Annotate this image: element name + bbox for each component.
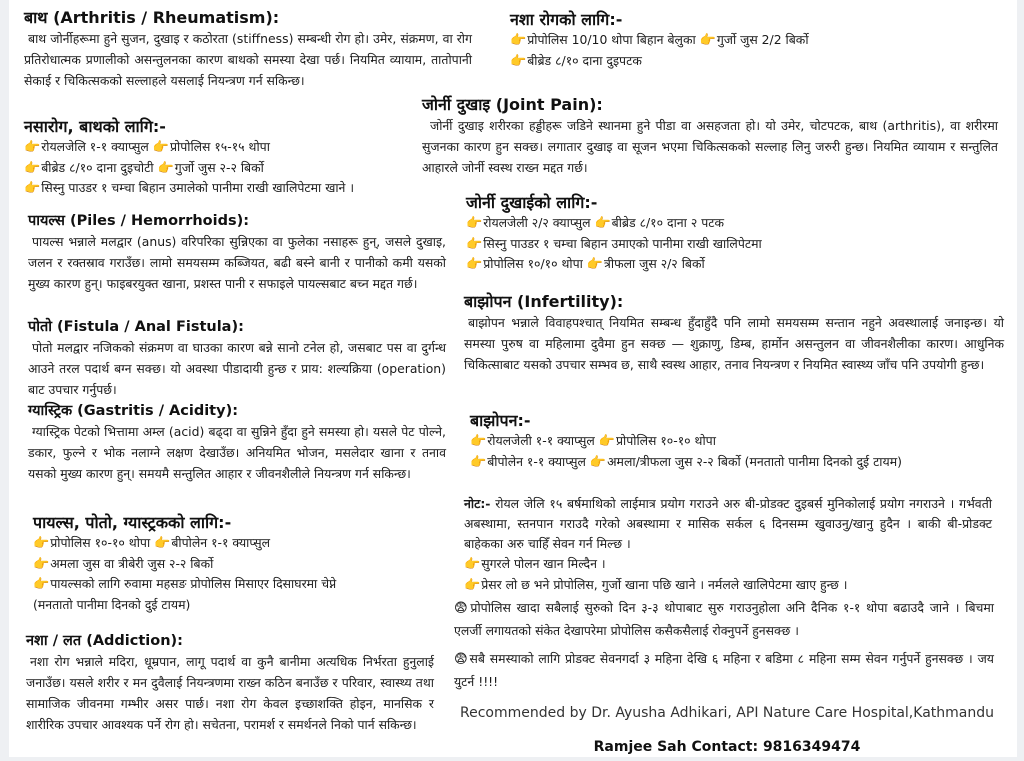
list-item: 👉रोयलजेली १-१ क्याप्सुल 👉प्रोपोलिस १०-१० थोपा: [470, 433, 716, 449]
pointing-hand-icon: 👉: [157, 160, 174, 176]
pointing-hand-icon: 👉: [589, 454, 607, 470]
list-item: 👉रोयलजेलि १-१ क्याप्सुल 👉प्रोपोलिस १५-१५ थोपा: [24, 139, 270, 155]
pointing-hand-icon: 👉: [470, 454, 487, 470]
list-item: 👉सिस्नु पाउडर १ चम्चा बिहान उमालेको पानीमा राखी खालिपेटमा खाने ।: [24, 180, 355, 196]
pointing-hand-icon: 👉: [464, 577, 481, 593]
pointing-hand-icon: 👉: [470, 434, 487, 449]
section-title: बाझोपन:-: [470, 411, 531, 430]
contact-info: Ramjee Sah Contact: 9816349474: [593, 739, 861, 755]
section-body: ग्यास्ट्रिक पेटको भित्तामा अम्ल (acid) बढ्दा वा सुन्निने हुँदा हुने समस्या हो। यसले पेट पोल्ने, डकार, फुल्ने र भोक नलाग्ने लक्षण देखाउँछ। अनियमित भोजन, मसलेदार खाना र तनाव यसको मुख्य कारण हुन्। समयमै सन्तुलित आहार र जीवनशैलीले नियन्त्रण गर्न सकिन्छ।: [28, 424, 446, 481]
section-title: पायल्स (Piles / Hemorrhoids):: [28, 213, 250, 229]
pointing-hand-icon: 👉: [464, 557, 481, 572]
bottom-border: [0, 757, 1024, 761]
section-title: नसारोग, बाथको लागि:-: [24, 117, 166, 136]
list-item: 👉पायल्सको लागि रुवामा महसङ प्रोपोलिस मिसाएर दिसाघरमा चेप्ने: [33, 576, 337, 592]
section-title: जोर्नी दुखाईको लागि:-: [466, 193, 598, 212]
section-body: नशा रोग भन्नाले मदिरा, धूम्रपान, लागू पदार्थ वा कुनै बानीमा अत्यधिक निर्भरता हुनुलाई जनाउँछ। यसले शरीर र मन दुवैलाई नियन्त्रणमा राख्न कठिन बनाउँछ र परिवार, स्वास्थ्य तथा सामाजिक जीवनमा गम्भीर असर पार्छ। नशा रोग केवल इच्छाशक्ति होइन, मानसिक र शारीरिक उपचार आवश्यक पर्ने रोग हो। सचेतना, परामर्श र समर्थनले निको पार्न सकिन्छ।: [26, 654, 434, 732]
section-title: पोतो (Fistula / Anal Fistula):: [28, 319, 244, 335]
section-digestive-remedy: [33, 513, 453, 614]
pointing-hand-icon: 👉: [586, 257, 604, 272]
recommended-by: Recommended by Dr. Ayusha Adhikari, API Nature Care Hospital,Kathmandu: [460, 705, 994, 721]
warning-duration: 😨सबै समस्याको लागि प्रोडक्ट सेवनगर्दा ३ महिना देखि ६ महिना र बडिमा ८ महिना सम्म सेवन गर्नुपर्ने हुनसक्छ । जय युटर्न !!!!: [454, 651, 994, 689]
note-body: रोयल जेलि १५ बर्षमाथिको लाईमात्र प्रयोग गराउने अरु बी-प्रोडक्ट दुइबर्स मुनिकोलाई प्रयोग नगराउने । गर्भवती अबस्थामा, स्तनपान गराउदै गरेको अबस्थामा र मासिक सर्कल ६ दिनसम्म खुवाउनु/खानु हुदैन । बाकी बी-प्रोडक्ट बाहेकका अरु चाहिँ सेवन गर्न मिल्छ ।: [464, 496, 992, 551]
pointing-hand-icon: 👉: [152, 140, 169, 155]
list-item: 👉रोयलजेली २/२ क्याप्सुल 👉बीब्रेड ८/१० दाना २ पटक: [466, 215, 725, 231]
list-item: 👉प्रेसर लो छ भने प्रोपोलिस, गुर्जो खाना पछि खाने । नर्मलले खालिपेटमा खाए हुन्छ ।: [464, 576, 848, 593]
pointing-hand-icon: 👉: [598, 434, 615, 449]
pointing-hand-icon: 👉: [699, 33, 716, 48]
list-item: 👉प्रोपोलिस १०-१० थोपा 👉बीपोलेन १-१ क्याप्सुल: [33, 535, 271, 551]
pointing-hand-icon: 👉: [33, 556, 50, 572]
section-joint-pain: [422, 95, 998, 178]
pointing-hand-icon: 👉: [466, 236, 483, 252]
pointing-hand-icon: 👉: [510, 33, 527, 48]
section-infertility: [464, 292, 1004, 375]
list-item: 👉बीपोलेन १-१ क्याप्सुल 👉अमला/त्रीफला जुस २-२ बिर्को (मनतातो पानीमा दिनको दुई टायम): [470, 453, 902, 470]
list-item: 👉प्रोपोलिस १०/१० थोपा 👉त्रीफला जुस २/२ बिर्को: [466, 256, 705, 272]
credit-line: [444, 704, 1010, 722]
pointing-hand-icon: 👉: [466, 257, 483, 272]
list-item: 👉सुगरले पोलन खान मिल्दैन ।: [464, 556, 606, 572]
worried-face-icon: 😨: [454, 652, 469, 667]
pointing-hand-icon: 👉: [466, 216, 483, 231]
right-scrollbar-track[interactable]: [1017, 0, 1024, 761]
pointing-hand-icon: 👉: [24, 181, 41, 196]
section-addiction-remedy: [510, 10, 930, 71]
section-body: पोतो मलद्वार नजिकको संक्रमण वा घाउका कारण बन्ने सानो टनेल हो, जसबाट पस वा दुर्गन्ध आउने तरल पदार्थ बग्न सक्छ। यो अवस्था पीडादायी हुन्छ र प्राय: शल्यक्रिया (operation) बाट उपचार गर्नुपर्छ।: [28, 340, 446, 397]
section-title: बाझोपन (Infertility):: [464, 292, 624, 311]
list-item: 👉बीब्रेड ८/१० दाना दुइचोटी 👉गुर्जो जुस २-२ बिर्को: [24, 159, 264, 176]
section-title: ग्यास्ट्रिक (Gastritis / Acidity):: [28, 403, 238, 419]
pointing-hand-icon: 👉: [24, 160, 41, 176]
section-note: [464, 494, 992, 595]
section-piles: [28, 211, 446, 294]
list-item: 👉प्रोपोलिस 10/10 थोपा बिहान बेलुका 👉गुर्जो जुस 2/2 बिर्को: [510, 32, 809, 48]
note-label: नोट:-: [464, 496, 491, 511]
list-item: 👉बीब्रेड ८/१० दाना दुइपटक: [510, 52, 642, 69]
section-body: जोर्नी दुखाइ शरीरका हड्डीहरू जडिने स्थानमा हुने पीडा वा असहजता हो। यो उमेर, चोटपटक, बाथ (arthritis), वा शरीरमा सुजनका कारण हुन सक्छ। लगातार दुखाइ वा सूजन भएमा चिकित्सकको सल्लाह लिनु जरुरी हुन्छ। नियमित व्यायाम र सन्तुलित आहारले जोर्नी स्वस्थ राख्न मद्दत गर्छ।: [422, 118, 998, 175]
pointing-hand-icon: 👉: [510, 53, 527, 69]
section-infertility-remedy: [470, 411, 1010, 472]
section-arthritis-remedy: [24, 117, 464, 199]
pointing-hand-icon: 👉: [33, 536, 50, 551]
list-item: 👉अमला जुस वा त्रीबेरी जुस २-२ बिर्को: [33, 555, 214, 572]
section-gastritis: [28, 401, 446, 484]
section-title: जोर्नी दुखाइ (Joint Pain):: [422, 95, 603, 114]
section-joint-remedy: [466, 193, 946, 275]
list-footer: (मनतातो पानीमा दिनको दुई टायम): [33, 596, 191, 612]
section-title: बाथ (Arthritis / Rheumatism):: [24, 8, 280, 27]
section-title: पायल्स, पोतो, ग्यास्ट्रकको लागि:-: [33, 513, 232, 532]
pointing-hand-icon: 👉: [154, 536, 171, 551]
list-item: 👉सिस्नु पाउडर १ चम्चा बिहान उमाएको पानीमा राखी खालिपेटमा: [466, 235, 762, 252]
left-border: [0, 0, 9, 761]
pointing-hand-icon: 👉: [24, 140, 41, 155]
section-title: नशा / लत (Addiction):: [26, 633, 183, 649]
pointing-hand-icon: 👉: [33, 577, 50, 592]
section-body: बाथ जोर्नीहरूमा हुने सुजन, दुखाइ र कठोरता (stiffness) सम्बन्धी रोग हो। उमेर, संक्रमण, वा रोग प्रतिरोधात्मक प्रणालीको असन्तुलनका कारण बाथको समस्या देखा पर्छ। नियमित व्यायाम, तातोपानी सेकाई र चिकित्सकको सल्लाहले यसलाई नियन्त्रण गर्न सकिन्छ।: [24, 31, 472, 88]
contact-line: [444, 738, 1010, 756]
section-body: बाझोपन भन्नाले विवाहपश्चात् नियमित सम्बन्ध हुँदाहुँदै पनि लामो समयसम्म सन्तान नहुने अवस्थालाई जनाइन्छ। यो समस्या पुरुष वा महिलामा दुवैमा हुन सक्छ — शुक्राणु, डिम्ब, हार्मोन असन्तुलन वा जीवनशैलीका कारण। आधुनिक चिकित्साबाट यसको उपचार सम्भव छ, साथै स्वस्थ आहार, तनाव नियन्त्रण र नियमित स्वास्थ्य जाँच पनि उपयोगी हुन्छ।: [464, 315, 1004, 372]
section-title: नशा रोगको लागि:-: [510, 10, 623, 29]
warning-propolis: 😨प्रोपोलिस खादा सबैलाई सुरुको दिन ३-३ थोपाबाट सुरु गराउनुहोला अनि दैनिक १-१ थोपा बढाउदै जाने । बिचमा एलर्जी लगायतको संकेत देखापरेमा प्रोपोलिस कसैकसैलाई रोक्नुपर्ने हुनसक्छ ।: [454, 600, 995, 638]
worried-face-icon: 😨: [454, 601, 470, 616]
section-addiction: [26, 631, 434, 735]
section-arthritis: [24, 8, 472, 91]
section-fistula: [28, 317, 446, 400]
section-body: पायल्स भन्नाले मलद्वार (anus) वरिपरिका सुन्निएका वा फुलेका नसाहरू हुन्, जसले दुखाइ, जलन र रक्तस्राव गराउँछ। लामो समयसम्म कब्जियत, बढी बस्ने बानी र पानीको कमी यसको मुख्य कारण हुन्। फाइबरयुक्त खाना, प्रशस्त पानी र सफाइले पायल्सबाट बच्न मद्दत गर्छ।: [28, 234, 446, 291]
pointing-hand-icon: 👉: [594, 216, 611, 231]
